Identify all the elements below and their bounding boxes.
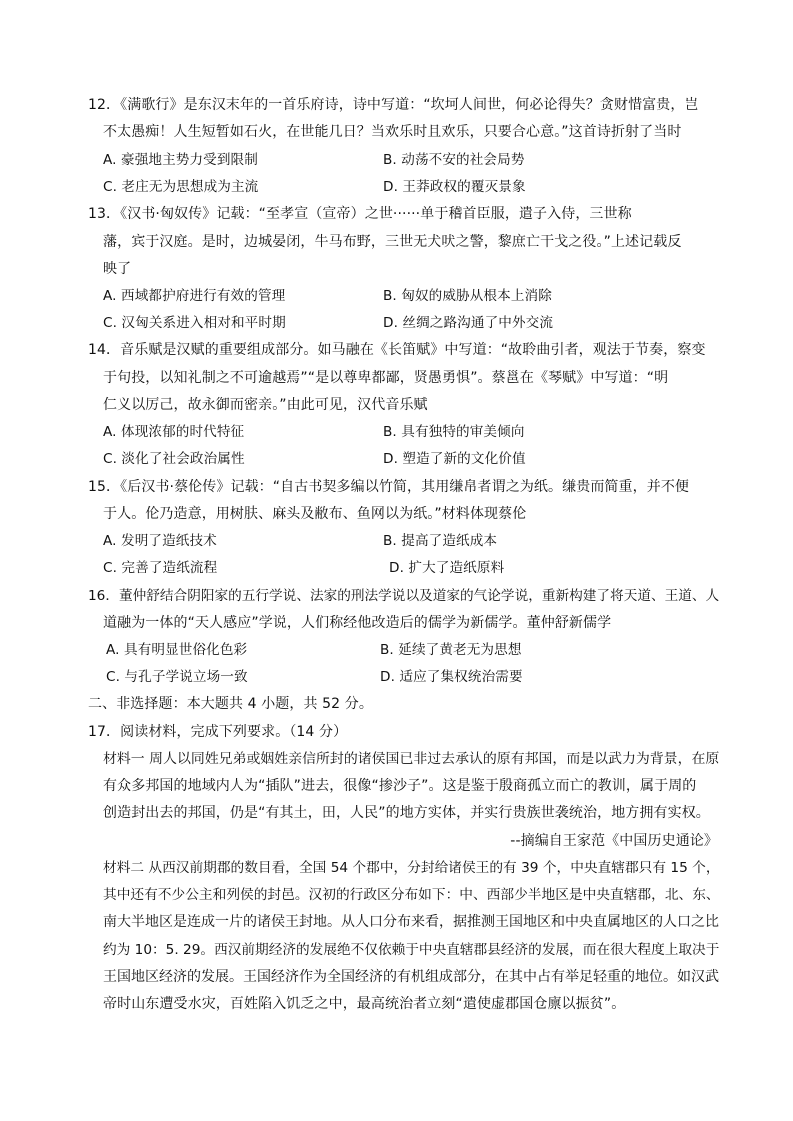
q14-option-b: B. 具有独特的审美倾向 bbox=[383, 424, 525, 440]
q16-line-2: 道融为一体的“天人感应”学说，人们称经他改造后的儒学为新儒学。董仲舒新儒学 bbox=[103, 615, 612, 631]
q12-line-2: 不太愚痴！人生短暂如石火，在世能几日？当欢乐时且欢乐，只要合心意。”这首诗折射了当时 bbox=[103, 124, 682, 140]
q17-material2-line-3: 南大半地区是连成一片的诸侯王封地。从人口分布来看，据推测王国地区和中央直属地区的人口之比 bbox=[103, 914, 719, 930]
q12-line-1: 12．《满歌行》是东汉末年的一首乐府诗，诗中写道：“坎坷人间世，何必论得失？贪财惜富贵，岂 bbox=[88, 97, 699, 113]
q12-option-b: B. 动荡不安的社会局势 bbox=[383, 152, 525, 168]
q15-line-1: 15．《后汉书·蔡伦传》记载：“自古书契多编以竹简，其用缣帛者谓之为纸。缣贵而简重，并不便 bbox=[88, 479, 690, 495]
q12-option-d: D. 王莽政权的覆灭景象 bbox=[383, 179, 526, 195]
q12-option-a: A. 豪强地主势力受到限制 bbox=[103, 152, 258, 168]
q16-option-a: A. 具有明显世俗化色彩 bbox=[106, 642, 248, 658]
q13-line-1: 13．《汉书·匈奴传》记载：“至孝宣（宣帝）之世······单于稽首臣服，遣子入侍，三世称 bbox=[88, 206, 632, 222]
q17-material2-line-4: 约为 10：5. 29。西汉前期经济的发展绝不仅依赖于中央直辖郡县经济的发展，而在很大程度上取决于 bbox=[103, 942, 720, 958]
q13-option-c: C. 汉匈关系进入相对和平时期 bbox=[103, 315, 286, 331]
q17-material1-line-1: 材料一 周人以同姓兄弟或姻姓亲信所封的诸侯国已非过去承认的原有邦国，而是以武力为背景，在原 bbox=[103, 751, 720, 767]
q15-line-2: 于人。伦乃造意，用树肤、麻头及敝布、鱼网以为纸。”材料体现蔡伦 bbox=[103, 506, 527, 522]
q14-option-c: C. 淡化了社会政治属性 bbox=[103, 451, 245, 467]
q13-option-b: B. 匈奴的威胁从根本上消除 bbox=[383, 288, 552, 304]
section-heading: 二、非选择题：本大题共 4 小题，共 52 分。 bbox=[88, 696, 373, 712]
q17-material2-line-6: 帝时山东遭受水灾，百姓陷入饥乏之中，最高统治者立刻“遣使虚郡国仓廪以振贫”。 bbox=[103, 996, 626, 1012]
q15-option-b: B. 提高了造纸成本 bbox=[383, 533, 498, 549]
q12-option-c: C. 老庄无为思想成为主流 bbox=[103, 179, 259, 195]
q15-option-d: D. 扩大了造纸原料 bbox=[389, 560, 505, 576]
q17-material1-line-3: 创造封出去的邦国，仍是“有其土，田，人民”的地方实体，并实行贵族世袭统治，地方拥有实权。 bbox=[103, 805, 710, 821]
q15-option-c: C. 完善了造纸流程 bbox=[103, 560, 218, 576]
q17-material2-line-5: 王国地区经济的发展。王国经济作为全国经济的有机组成部分，在其中占有举足轻重的地位。如汉武 bbox=[103, 969, 719, 985]
q13-line-2: 藩，宾于汉庭。是时，边城晏闭，牛马布野，三世无犬吠之警，黎庶亡干戈之役。”上述记载反 bbox=[103, 234, 682, 250]
q14-line-1: 14．音乐赋是汉赋的重要组成部分。如马融在《长笛赋》中写道：“故聆曲引者，观法于节奏，察变 bbox=[88, 342, 706, 358]
q16-option-c: C. 与孔子学说立场一致 bbox=[106, 669, 248, 685]
q17-material2-line-1: 材料二 从西汉前期郡的数目看，全国 54 个郡中，分封给诸侯王的有 39 个，中央直辖郡只有 15 个， bbox=[103, 860, 720, 876]
q15-option-a: A. 发明了造纸技术 bbox=[103, 533, 217, 549]
q17-material2-line-2: 其中还有不少公主和列侯的封邑。汉初的行政区分布如下：中、西部少半地区是中央直辖郡，北、东、 bbox=[103, 887, 720, 903]
q17-material1-source: --摘编自王家范《中国历史通论》 bbox=[510, 833, 718, 849]
q16-line-1: 16．董仲舒结合阴阳家的五行学说、法家的刑法学说以及道家的气论学说，重新构建了将天道、王道、人 bbox=[88, 588, 720, 604]
q17-material1-line-2: 有众多邦国的地域内人为“插队”进去，很像“掺沙子”。这是鉴于殷商孤立而亡的教训，属于周的 bbox=[103, 778, 697, 794]
q16-option-b: B. 延续了黄老无为思想 bbox=[380, 642, 522, 658]
q14-line-2: 于句投，以知礼制之不可逾越焉”“是以尊卑都鄙，贤愚勇惧”。蔡邕在《琴赋》中写道：“明 bbox=[103, 370, 669, 386]
q14-option-d: D. 塑造了新的文化价值 bbox=[383, 451, 526, 467]
q13-option-a: A. 西域都护府进行有效的管理 bbox=[103, 288, 286, 304]
q13-line-3: 映了 bbox=[103, 261, 132, 277]
q14-option-a: A. 体现浓郁的时代特征 bbox=[103, 424, 245, 440]
q14-line-3: 仁义以厉己，故永御而密亲。”由此可见，汉代音乐赋 bbox=[103, 397, 428, 413]
q16-option-d: D. 适应了集权统治需要 bbox=[380, 669, 523, 685]
q17-title: 17．阅读材料，完成下列要求。（14 分） bbox=[88, 724, 348, 740]
q13-option-d: D. 丝绸之路沟通了中外交流 bbox=[383, 315, 554, 331]
